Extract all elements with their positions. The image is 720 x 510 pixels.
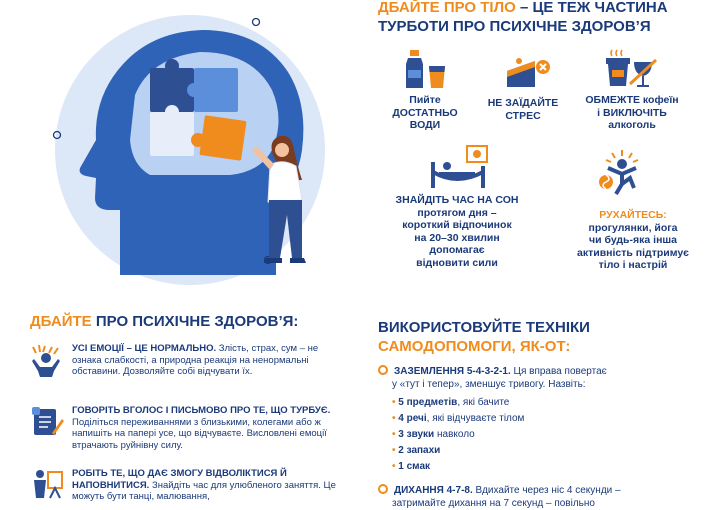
grounding-technique: ЗАЗЕМЛЕННЯ 5-4-3-2-1. Ця вправа повертає у «тут і тепер», зменшує тривогу. Назвіть:: [378, 365, 698, 391]
grounding-list: [392, 395, 692, 475]
emotions-person-icon: [30, 343, 64, 377]
mental-item-talk: ГОВОРІТЬ ВГОЛОС І ПИСЬМОВО ПРО ТЕ, ЩО ТУРБУЄ. Поділіться переживаннями з близькими, колегами або ж напишіть на папері усе, що відчуваєте. Висловлені емоції втрачають руйнівну силу.: [30, 405, 340, 461]
rest-hammock-icon: [429, 144, 489, 190]
yoga-pose-icon: [594, 148, 650, 196]
mental-item-emotions: УСІ ЕМОЦІЇ – ЦЕ НОРМАЛЬНО. Злість, страх, сум – не ознака слабкості, а природна реакція на ненормальні обставини. Дозволяйте собі відчувати їх.: [30, 343, 340, 397]
list-item: • 5 предметів, які бачите: [392, 397, 510, 408]
list-item: • 4 речі, які відчуваєте тілом: [392, 413, 525, 424]
mental-health-title: ДБАЙТЕ ПРО ПСИХІЧНЕ ЗДОРОВ’Я:: [30, 313, 299, 330]
bullet-ring-icon: [378, 484, 388, 494]
list-item: • 1 смак: [392, 461, 431, 472]
tip-caffeine: ОБМЕЖТЕ кофеїн і ВИКЛЮЧІТЬ алкоголь: [585, 94, 679, 131]
mental-item-distract: РОБІТЬ ТЕ, ЩО ДАЄ ЗМОГУ ВІДВОЛІКТИСЯ Й НАПОВНИТИСЯ. Знайдіть час для улюбленого заняття. Це можуть бути танці, малювання,: [30, 468, 340, 510]
body-care-title: ДБАЙТЕ ПРО ТІЛО – ЦЕ ТЕЖ ЧАСТИНА ТУРБОТИ ПРО ПСИХІЧНЕ ЗДОРОВ’Я: [378, 0, 668, 35]
coffee-wine-icon: [604, 48, 658, 90]
list-item: • 2 запахи: [392, 445, 441, 456]
list-item: • 3 звуки навколо: [392, 429, 475, 440]
scroll-writing-icon: [30, 405, 64, 439]
breathing-technique: ДИХАННЯ 4-7-8. Вдихайте через ніс 4 секунди – затримайте дихання на 7 секунд – повільно: [378, 484, 708, 510]
bullet-ring-icon: [378, 365, 388, 375]
tip-move: РУХАЙТЕСЬ: прогулянки, йога чи будь-яка інша активність підтримує тіло і настрій: [577, 209, 689, 271]
water-bottle-icon: [402, 50, 448, 90]
head-puzzle-illustration: [40, 0, 350, 290]
tip-water: Пийте ДОСТАТНЬО ВОДИ: [392, 94, 458, 131]
cake-slice-icon: [503, 53, 551, 91]
painter-easel-icon: [30, 468, 64, 502]
tip-stress: НЕ ЗАЇДАЙТЕ СТРЕС: [487, 97, 559, 122]
self-help-title: ВИКОРИСТОВУЙТЕ ТЕХНІКИ САМОДОПОМОГИ, ЯК-ОТ:: [378, 319, 590, 355]
tip-nap: ЗНАЙДІТЬ ЧАС НА СОН протягом дня – короткий відпочинок на 20–30 хвилин допомагає відновити сили: [395, 194, 519, 269]
